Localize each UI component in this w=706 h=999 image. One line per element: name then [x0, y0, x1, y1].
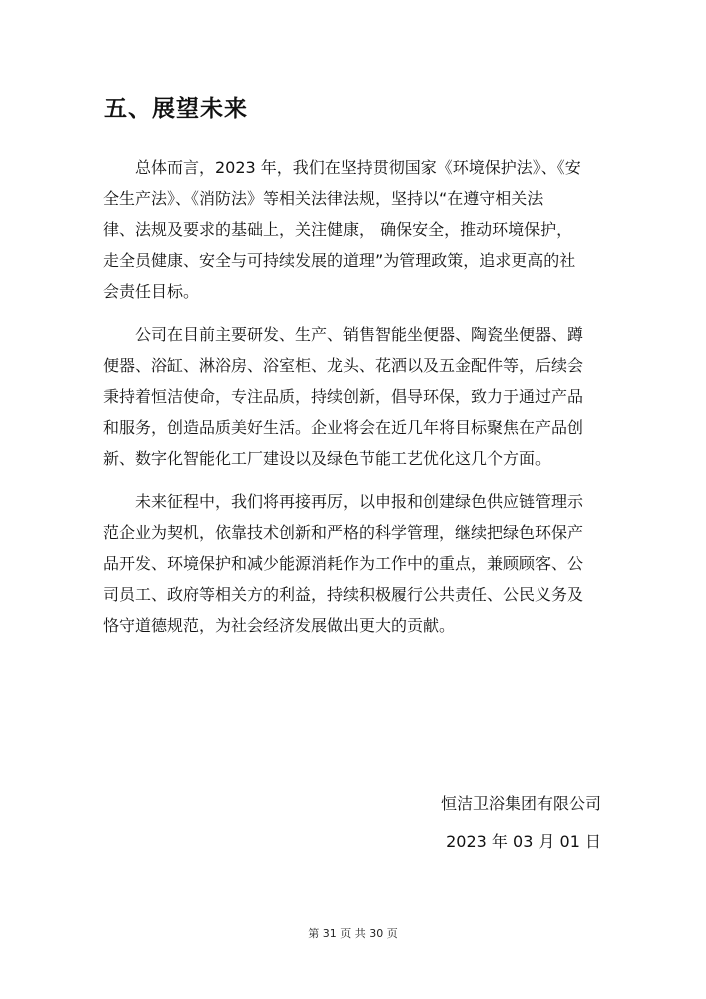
text-line: 便器、浴缸、淋浴房、浴室柜、龙头、花洒以及五金配件等，后续会 — [103, 356, 584, 375]
text-line: 恪守道德规范，为社会经济发展做出更大的贡献。 — [103, 616, 456, 635]
paragraph — [103, 486, 613, 641]
text-line: 会责任目标。 — [103, 282, 200, 301]
page-number: 第 31 页 共 30 页 — [308, 927, 398, 940]
text-line: 公司在目前主要研发、生产、销售智能坐便器、陶瓷坐便器、蹲 — [103, 325, 584, 344]
text-line: 新、数字化智能化工厂建设以及绿色节能工艺优化这几个方面。 — [103, 449, 552, 468]
text-line: 和服务，创造品质美好生活。企业将会在近几年将目标聚焦在产品创 — [103, 418, 584, 437]
text-line: 范企业为契机，依靠技术创新和严格的科学管理，继续把绿色环保产 — [103, 523, 584, 542]
signature-block — [441, 785, 601, 861]
body-text — [103, 152, 613, 641]
text-line: 总体而言，2023 年，我们在坚持贯彻国家《环境保护法》、《安 — [103, 158, 581, 177]
paragraph — [103, 319, 613, 474]
company-name: 恒洁卫浴集团有限公司 — [440, 794, 601, 813]
section-title: 五、展望未来 — [104, 96, 248, 122]
text-line: 秉持着恒洁使命，专注品质，持续创新，倡导环保，致力于通过产品 — [103, 387, 584, 406]
text-line: 全生产法》、《消防法》等相关法律法规，坚持以“在遵守相关法 — [103, 189, 544, 208]
text-line: 未来征程中，我们将再接再厉，以申报和创建绿色供应链管理示 — [103, 492, 584, 511]
text-line: 律、法规及要求的基础上，关注健康， 确保安全，推动环境保护， — [103, 220, 573, 239]
text-line: 司员工、政府等相关方的利益，持续积极履行公共责任、公民义务及 — [103, 585, 584, 604]
text-line: 品开发、环境保护和减少能源消耗作为工作中的重点，兼顾顾客、公 — [103, 554, 584, 573]
paragraph — [103, 152, 613, 307]
signature-date: 2023 年 03 月 01 日 — [446, 832, 601, 851]
text-line: 走全员健康、安全与可持续发展的道理”为管理政策，追求更高的社 — [103, 251, 576, 270]
